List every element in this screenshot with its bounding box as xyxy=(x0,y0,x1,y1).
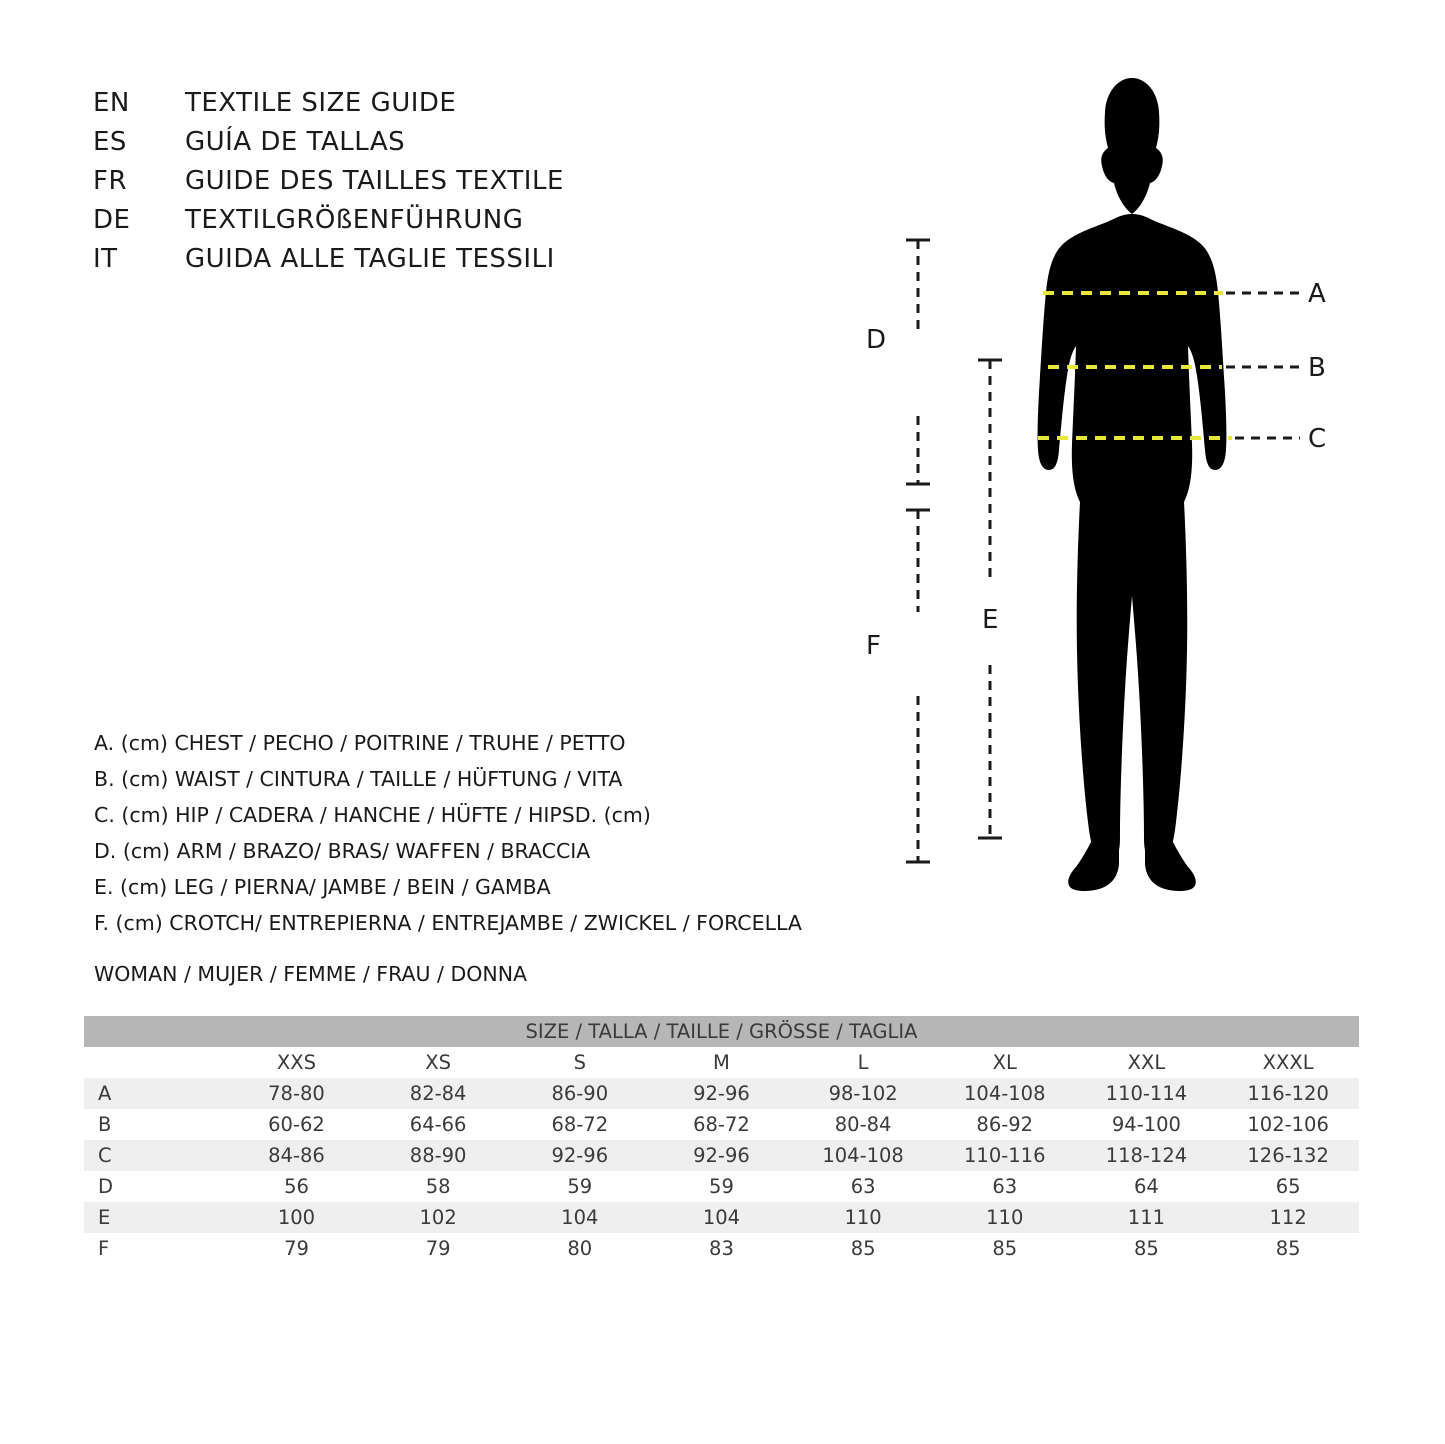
cell-e-xl: 110 xyxy=(934,1202,1076,1233)
label-a: A xyxy=(1308,279,1326,309)
cell-e-m: 104 xyxy=(651,1202,793,1233)
header-size-xxl: XXL xyxy=(1076,1047,1218,1078)
cell-d-xl: 63 xyxy=(934,1171,1076,1202)
cell-a-xxxl: 116-120 xyxy=(1217,1078,1359,1109)
cell-f-xl: 85 xyxy=(934,1233,1076,1264)
title-row-de xyxy=(93,205,733,244)
cell-b-xs: 64-66 xyxy=(367,1109,509,1140)
cell-d-s: 59 xyxy=(509,1171,651,1202)
table-header-row xyxy=(84,1047,1359,1078)
title-text-es: GUÍA DE TALLAS xyxy=(185,127,406,157)
title-row-fr xyxy=(93,166,733,205)
cell-c-xxxl: 126-132 xyxy=(1217,1140,1359,1171)
cell-b-l: 80-84 xyxy=(792,1109,934,1140)
row-key-f: F xyxy=(84,1233,226,1264)
title-row-es xyxy=(93,127,733,166)
cell-f-xxs: 79 xyxy=(226,1233,368,1264)
group-label: WOMAN / MUJER / FEMME / FRAU / DONNA xyxy=(94,962,528,986)
cell-b-xxxl: 102-106 xyxy=(1217,1109,1359,1140)
table-row xyxy=(84,1109,1359,1140)
header-size-xs: XS xyxy=(367,1047,509,1078)
title-row-it xyxy=(93,244,733,283)
vertical-dimension-bars xyxy=(906,240,1002,862)
cell-b-xl: 86-92 xyxy=(934,1109,1076,1140)
cell-c-l: 104-108 xyxy=(792,1140,934,1171)
legend-row-e: E. (cm) LEG / PIERNA/ JAMBE / BEIN / GAMBA xyxy=(94,875,551,899)
row-key-c: C xyxy=(84,1140,226,1171)
cell-d-xs: 58 xyxy=(367,1171,509,1202)
label-c: C xyxy=(1308,424,1327,454)
title-lang-es: ES xyxy=(93,127,127,157)
cell-e-l: 110 xyxy=(792,1202,934,1233)
cell-d-l: 63 xyxy=(792,1171,934,1202)
cell-a-l: 98-102 xyxy=(792,1078,934,1109)
legend-row-c: C. (cm) HIP / CADERA / HANCHE / HÜFTE / HIPSD. (cm) xyxy=(94,803,651,827)
cell-e-xs: 102 xyxy=(367,1202,509,1233)
cell-e-s: 104 xyxy=(509,1202,651,1233)
header-size-l: L xyxy=(792,1047,934,1078)
cell-a-xxl: 110-114 xyxy=(1076,1078,1218,1109)
cell-b-xxs: 60-62 xyxy=(226,1109,368,1140)
cell-e-xxxl: 112 xyxy=(1217,1202,1359,1233)
legend-block xyxy=(94,725,894,941)
title-text-de: TEXTILGRÖßENFÜHRUNG xyxy=(185,205,524,235)
cell-b-xxl: 94-100 xyxy=(1076,1109,1218,1140)
header-size-m: M xyxy=(651,1047,793,1078)
cell-f-l: 85 xyxy=(792,1233,934,1264)
size-table-container xyxy=(84,1016,1359,1264)
legend-row-a: A. (cm) CHEST / PECHO / POITRINE / TRUHE / PETTO xyxy=(94,731,626,755)
label-b: B xyxy=(1308,353,1326,383)
body-figure-diagram xyxy=(830,40,1390,940)
table-row xyxy=(84,1233,1359,1264)
table-row xyxy=(84,1202,1359,1233)
label-d: D xyxy=(866,325,887,355)
cell-a-m: 92-96 xyxy=(651,1078,793,1109)
title-lang-de: DE xyxy=(93,205,131,235)
header-corner xyxy=(84,1047,226,1078)
cell-a-xxs: 78-80 xyxy=(226,1078,368,1109)
label-e: E xyxy=(982,605,999,635)
table-row xyxy=(84,1171,1359,1202)
row-key-a: A xyxy=(84,1078,226,1109)
header-size-xl: XL xyxy=(934,1047,1076,1078)
title-lang-fr: FR xyxy=(93,166,128,196)
measure-leaders xyxy=(1226,293,1300,438)
legend-row-f: F. (cm) CROTCH/ ENTREPIERNA / ENTREJAMBE / ZWICKEL / FORCELLA xyxy=(94,911,802,935)
row-key-e: E xyxy=(84,1202,226,1233)
cell-a-xl: 104-108 xyxy=(934,1078,1076,1109)
cell-c-xxs: 84-86 xyxy=(226,1140,368,1171)
title-lang-it: IT xyxy=(93,244,118,274)
cell-f-s: 80 xyxy=(509,1233,651,1264)
title-block xyxy=(93,88,733,283)
cell-d-m: 59 xyxy=(651,1171,793,1202)
title-text-fr: GUIDE DES TAILLES TEXTILE xyxy=(185,166,564,196)
cell-f-xxl: 85 xyxy=(1076,1233,1218,1264)
header-size-xxxl: XXXL xyxy=(1217,1047,1359,1078)
row-key-b: B xyxy=(84,1109,226,1140)
table-band-row xyxy=(84,1016,1359,1047)
cell-e-xxl: 111 xyxy=(1076,1202,1218,1233)
cell-f-xxxl: 85 xyxy=(1217,1233,1359,1264)
table-row xyxy=(84,1078,1359,1109)
cell-a-s: 86-90 xyxy=(509,1078,651,1109)
row-key-d: D xyxy=(84,1171,226,1202)
header-size-s: S xyxy=(509,1047,651,1078)
table-row xyxy=(84,1140,1359,1171)
cell-e-xxs: 100 xyxy=(226,1202,368,1233)
legend-row-d: D. (cm) ARM / BRAZO/ BRAS/ WAFFEN / BRACCIA xyxy=(94,839,591,863)
title-text-en: TEXTILE SIZE GUIDE xyxy=(185,88,457,118)
cell-c-m: 92-96 xyxy=(651,1140,793,1171)
table-band-label: SIZE / TALLA / TAILLE / GRÖSSE / TAGLIA xyxy=(84,1016,1359,1047)
legend-row-b: B. (cm) WAIST / CINTURA / TAILLE / HÜFTUNG / VITA xyxy=(94,767,623,791)
size-table xyxy=(84,1016,1359,1264)
title-row-en xyxy=(93,88,733,127)
cell-d-xxxl: 65 xyxy=(1217,1171,1359,1202)
cell-c-xxl: 118-124 xyxy=(1076,1140,1218,1171)
cell-c-xl: 110-116 xyxy=(934,1140,1076,1171)
title-text-it: GUIDA ALLE TAGLIE TESSILI xyxy=(185,244,555,274)
cell-a-xs: 82-84 xyxy=(367,1078,509,1109)
cell-d-xxl: 64 xyxy=(1076,1171,1218,1202)
cell-b-m: 68-72 xyxy=(651,1109,793,1140)
cell-b-s: 68-72 xyxy=(509,1109,651,1140)
cell-f-m: 83 xyxy=(651,1233,793,1264)
cell-d-xxs: 56 xyxy=(226,1171,368,1202)
label-f: F xyxy=(866,631,881,661)
cell-f-xs: 79 xyxy=(367,1233,509,1264)
header-size-xxs: XXS xyxy=(226,1047,368,1078)
female-silhouette-icon xyxy=(1038,78,1227,891)
cell-c-s: 92-96 xyxy=(509,1140,651,1171)
title-lang-en: EN xyxy=(93,88,130,118)
cell-c-xs: 88-90 xyxy=(367,1140,509,1171)
